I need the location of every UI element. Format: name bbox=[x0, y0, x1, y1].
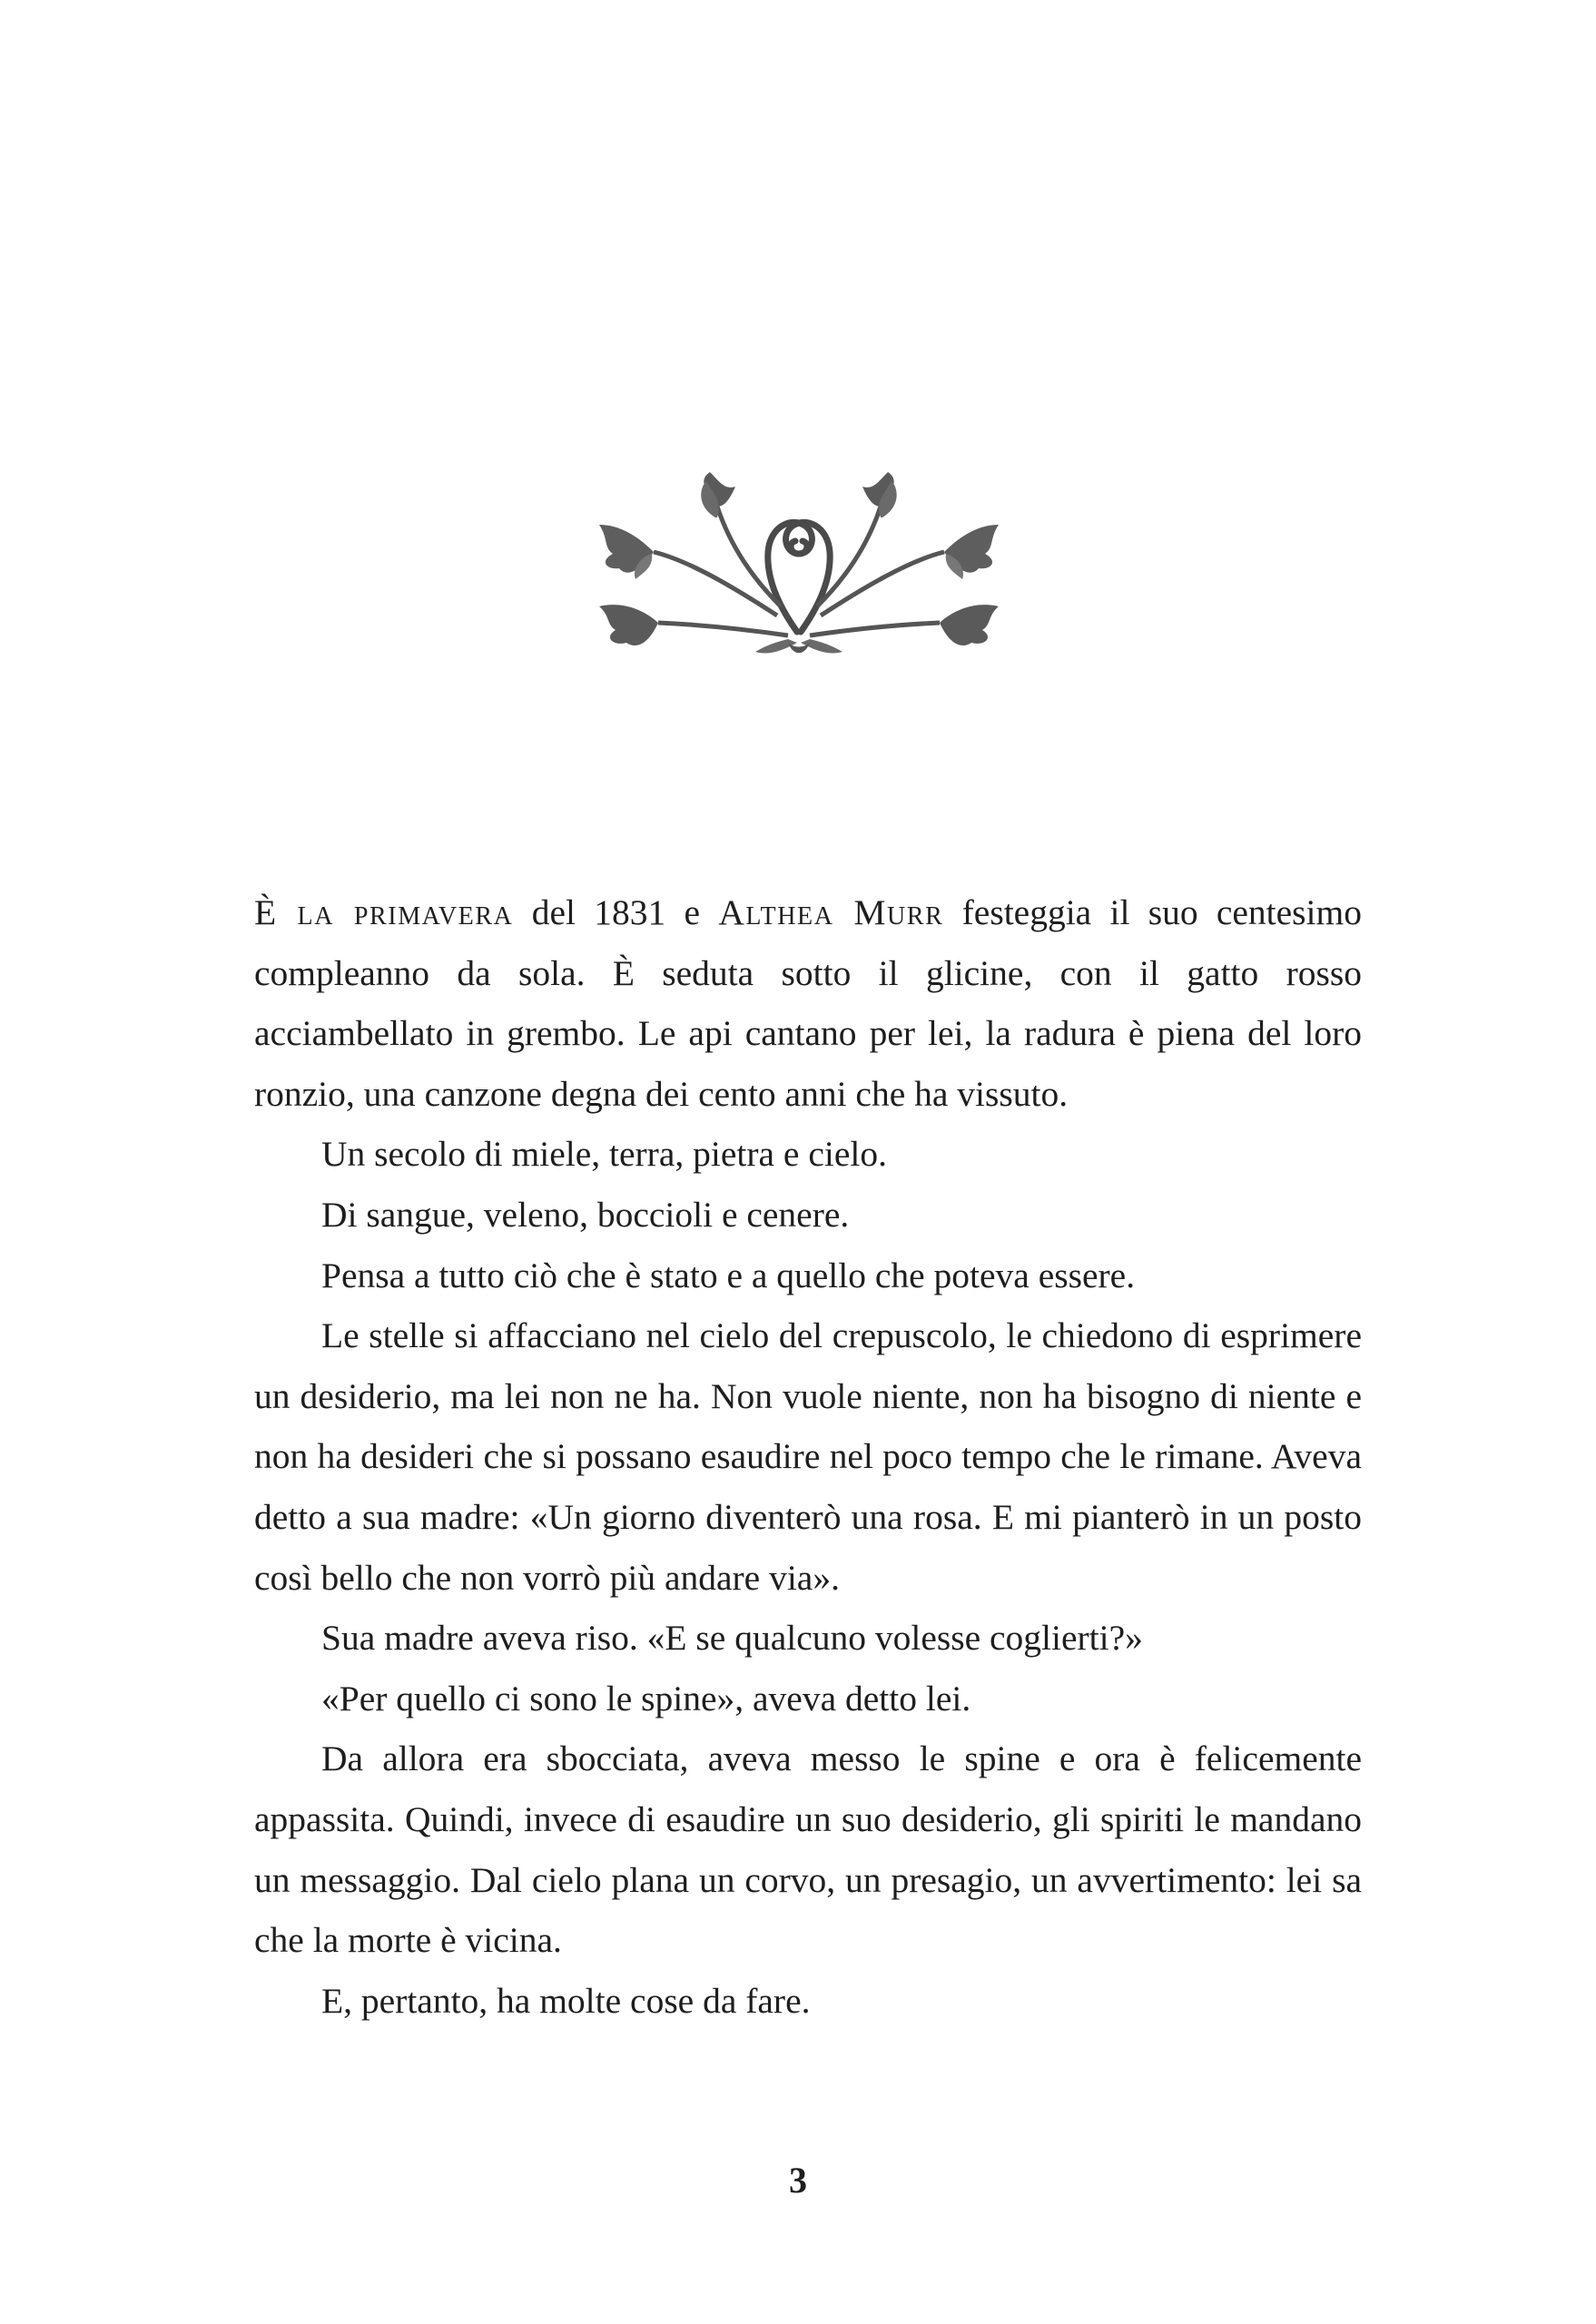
page-number: 3 bbox=[789, 2160, 807, 2201]
chapter-body bbox=[254, 882, 1362, 2031]
paragraph: E, pertanto, ha molte cose da fare. bbox=[321, 1980, 811, 2021]
paragraph: Di sangue, veleno, boccioli e cenere. bbox=[321, 1194, 850, 1235]
opening-small-caps: È la primavera bbox=[254, 892, 514, 932]
opening-paragraph bbox=[254, 882, 1362, 1124]
opening-text-part: del 1831 e bbox=[513, 892, 719, 932]
paragraph: «Per quello ci sono le spine», aveva detto lei. bbox=[321, 1678, 971, 1718]
paragraph: Le stelle si affacciano nel cielo del crepuscolo, le chiedono di esprimere un desiderio, ma lei non ne ha. Non vuole niente, non ha bisogno di niente e non ha desideri che si possano esaudire nel poco tempo che le rimane. Aveva detto a sua madre: «Un giorno diventerò una rosa. E mi pianterò in un posto così bello che non vorrò più andare via». bbox=[254, 1315, 1362, 1598]
paragraph: Pensa a tutto ciò che è stato e a quello che poteva essere. bbox=[321, 1255, 1136, 1295]
character-name: Althea Murr bbox=[718, 892, 944, 932]
opening-text-rest: festeggia il suo centesimo compleanno da sola. È seduta sotto il glicine, con il gatto rosso acciambellato in grembo. Le api cantano per lei, la radura è piena del loro ronzio, una canzone degna dei cento anni che ha vissuto. bbox=[254, 892, 1362, 1114]
paragraph: Da allora era sbocciata, aveva messo le spine e ora è felicemente appassita. Quindi, invece di esaudire un suo desiderio, gli spiriti le mandano un messaggio. Dal cielo plana un corvo, un presagio, un avvertimento: lei sa che la morte è vicina. bbox=[254, 1738, 1362, 1961]
paragraph: Sua madre aveva riso. «E se qualcuno volesse coglierti?» bbox=[321, 1618, 1143, 1659]
paragraph: Un secolo di miele, terra, pietra e cielo. bbox=[321, 1134, 887, 1175]
floral-scroll-ornament-icon bbox=[563, 470, 1035, 665]
